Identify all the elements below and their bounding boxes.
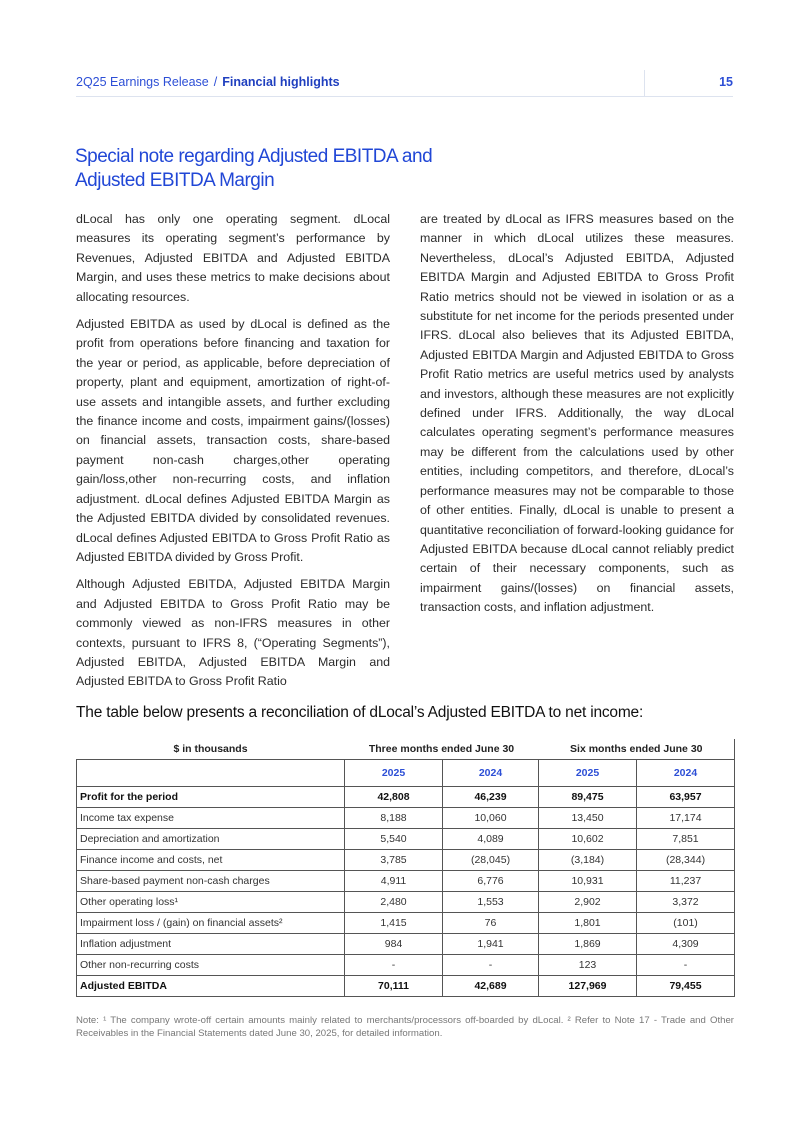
row-value: 4,089	[443, 829, 539, 850]
right-column	[420, 210, 734, 626]
row-label: Other operating loss¹	[77, 892, 345, 913]
breadcrumb-section: Financial highlights	[222, 75, 340, 89]
year-header: 2025	[345, 760, 443, 787]
row-value: -	[345, 955, 443, 976]
row-value: 3,785	[345, 850, 443, 871]
row-value: 4,911	[345, 871, 443, 892]
breadcrumb-doc: 2Q25 Earnings Release	[76, 75, 209, 89]
row-value: 6,776	[443, 871, 539, 892]
row-value: 76	[443, 913, 539, 934]
row-value: 3,372	[637, 892, 735, 913]
group-header-six-months: Six months ended June 30	[539, 739, 735, 760]
table-row	[77, 913, 735, 934]
row-value: 46,239	[443, 787, 539, 808]
year-header-blank	[77, 760, 345, 787]
row-value: 8,188	[345, 808, 443, 829]
left-column	[76, 210, 390, 692]
table-row	[77, 808, 735, 829]
row-label: Impairment loss / (gain) on financial assets²	[77, 913, 345, 934]
header-divider	[644, 70, 645, 96]
table-row	[77, 955, 735, 976]
breadcrumb	[76, 75, 340, 89]
row-label: Other non-recurring costs	[77, 955, 345, 976]
row-value: (28,045)	[443, 850, 539, 871]
row-label: Depreciation and amortization	[77, 829, 345, 850]
row-value: 42,689	[443, 976, 539, 997]
year-header: 2025	[539, 760, 637, 787]
table-row	[77, 892, 735, 913]
row-value: 4,309	[637, 934, 735, 955]
row-value: 2,480	[345, 892, 443, 913]
row-value: (101)	[637, 913, 735, 934]
page-header	[76, 66, 733, 97]
row-value: 984	[345, 934, 443, 955]
year-header: 2024	[443, 760, 539, 787]
table-heading: The table below presents a reconciliation of dLocal’s Adjusted EBITDA to net income:	[76, 704, 644, 721]
year-header-row	[77, 760, 735, 787]
row-value: 7,851	[637, 829, 735, 850]
row-label: Inflation adjustment	[77, 934, 345, 955]
row-label: Income tax expense	[77, 808, 345, 829]
table-row	[77, 976, 735, 997]
reconciliation-table	[76, 739, 735, 997]
row-value: 10,602	[539, 829, 637, 850]
row-value: 1,941	[443, 934, 539, 955]
row-value: 17,174	[637, 808, 735, 829]
row-label: Share-based payment non-cash charges	[77, 871, 345, 892]
row-value: 11,237	[637, 871, 735, 892]
row-value: 1,415	[345, 913, 443, 934]
table-row	[77, 850, 735, 871]
row-value: 5,540	[345, 829, 443, 850]
row-label: Profit for the period	[77, 787, 345, 808]
table-row	[77, 829, 735, 850]
row-value: -	[443, 955, 539, 976]
row-value: 10,060	[443, 808, 539, 829]
row-value: 10,931	[539, 871, 637, 892]
row-value: 1,553	[443, 892, 539, 913]
footnote: Note: ¹ The company wrote-off certain amounts mainly related to merchants/processors off-boarded by dLocal. ² Refer to Note 17 - Trade and Other Receivables in the Financial Statements dated June 30, 2025, for detailed information.	[76, 1015, 734, 1039]
row-value: 70,111	[345, 976, 443, 997]
table-header-row	[77, 739, 735, 760]
row-value: -	[637, 955, 735, 976]
paragraph: are treated by dLocal as IFRS measures based on the manner in which dLocal utilizes these measures. Nevertheless, dLocal’s Adjusted EBITDA, Adjusted EBITDA Margin and Adjusted EBITDA to Gross Profit Ratio metrics should not be viewed in isolation or as a substitute for net income for the periods presented under IFRS. dLocal also believes that its Adjusted EBITDA, Adjusted EBITDA Margin and Adjusted EBITDA to Gross Profit Ratio metrics are useful metrics used by analysts and investors, although these measures are not explicitly defined under IFRS. Additionally, the way dLocal calculates operating segment’s performance measures may be different from the calculations used by other entities, including competitors, and therefore, dLocal’s performance measures may not be comparable to those of other entities. Finally, dLocal is unable to present a quantitative reconciliation of forward-looking guidance for Adjusted EBITDA because dLocal cannot reliably predict certain of their necessary components, such as impairment gains/(losses) on financial assets, transaction costs, and inflation adjustment.	[420, 212, 734, 615]
row-value: 79,455	[637, 976, 735, 997]
table-row	[77, 934, 735, 955]
row-label: Finance income and costs, net	[77, 850, 345, 871]
unit-header: $ in thousands	[173, 743, 248, 755]
row-value: 123	[539, 955, 637, 976]
page-number: 15	[719, 75, 733, 89]
paragraph: Adjusted EBITDA as used by dLocal is defined as the profit from operations before financing and taxation for the year or period, as applicable, before depreciation of property, plant and equipment, amortization of right-of-use assets and intangible assets, and further excluding the finance income and costs, impairment gains/(losses) on financial assets, transaction costs, share-based payment non-cash charges,other operating gain/loss,other non-recurring costs, and inflation adjustment. dLocal defines Adjusted EBITDA Margin as the Adjusted EBITDA divided by consolidated revenues. dLocal defines Adjusted EBITDA to Gross Profit Ratio as Adjusted EBITDA divided by Gross Profit.	[76, 317, 390, 564]
row-value: 127,969	[539, 976, 637, 997]
table-row	[77, 787, 735, 808]
row-value: 13,450	[539, 808, 637, 829]
year-header: 2024	[637, 760, 735, 787]
paragraph: dLocal has only one operating segment. dLocal measures its operating segment’s performance by Revenues, Adjusted EBITDA and Adjusted EBITDA Margin, and uses these metrics to make decisions about allocating resources.	[76, 212, 390, 304]
row-label: Adjusted EBITDA	[77, 976, 345, 997]
paragraph: Although Adjusted EBITDA, Adjusted EBITDA Margin and Adjusted EBITDA to Gross Profit Ratio may be commonly viewed as non-IFRS measures in other contexts, pursuant to IFRS 8, (“Operating Segments”), Adjusted EBITDA, Adjusted EBITDA Margin and Adjusted EBITDA to Gross Profit Ratio	[76, 577, 390, 689]
breadcrumb-separator: /	[213, 75, 218, 89]
row-value: 42,808	[345, 787, 443, 808]
row-value: 63,957	[637, 787, 735, 808]
table-row	[77, 871, 735, 892]
row-value: (28,344)	[637, 850, 735, 871]
group-header-three-months: Three months ended June 30	[368, 743, 515, 755]
row-value: 1,801	[539, 913, 637, 934]
row-value: 1,869	[539, 934, 637, 955]
row-value: 2,902	[539, 892, 637, 913]
row-value: 89,475	[539, 787, 637, 808]
row-value: (3,184)	[539, 850, 637, 871]
section-title: Special note regarding Adjusted EBITDA and Adjusted EBITDA Margin	[75, 146, 433, 191]
